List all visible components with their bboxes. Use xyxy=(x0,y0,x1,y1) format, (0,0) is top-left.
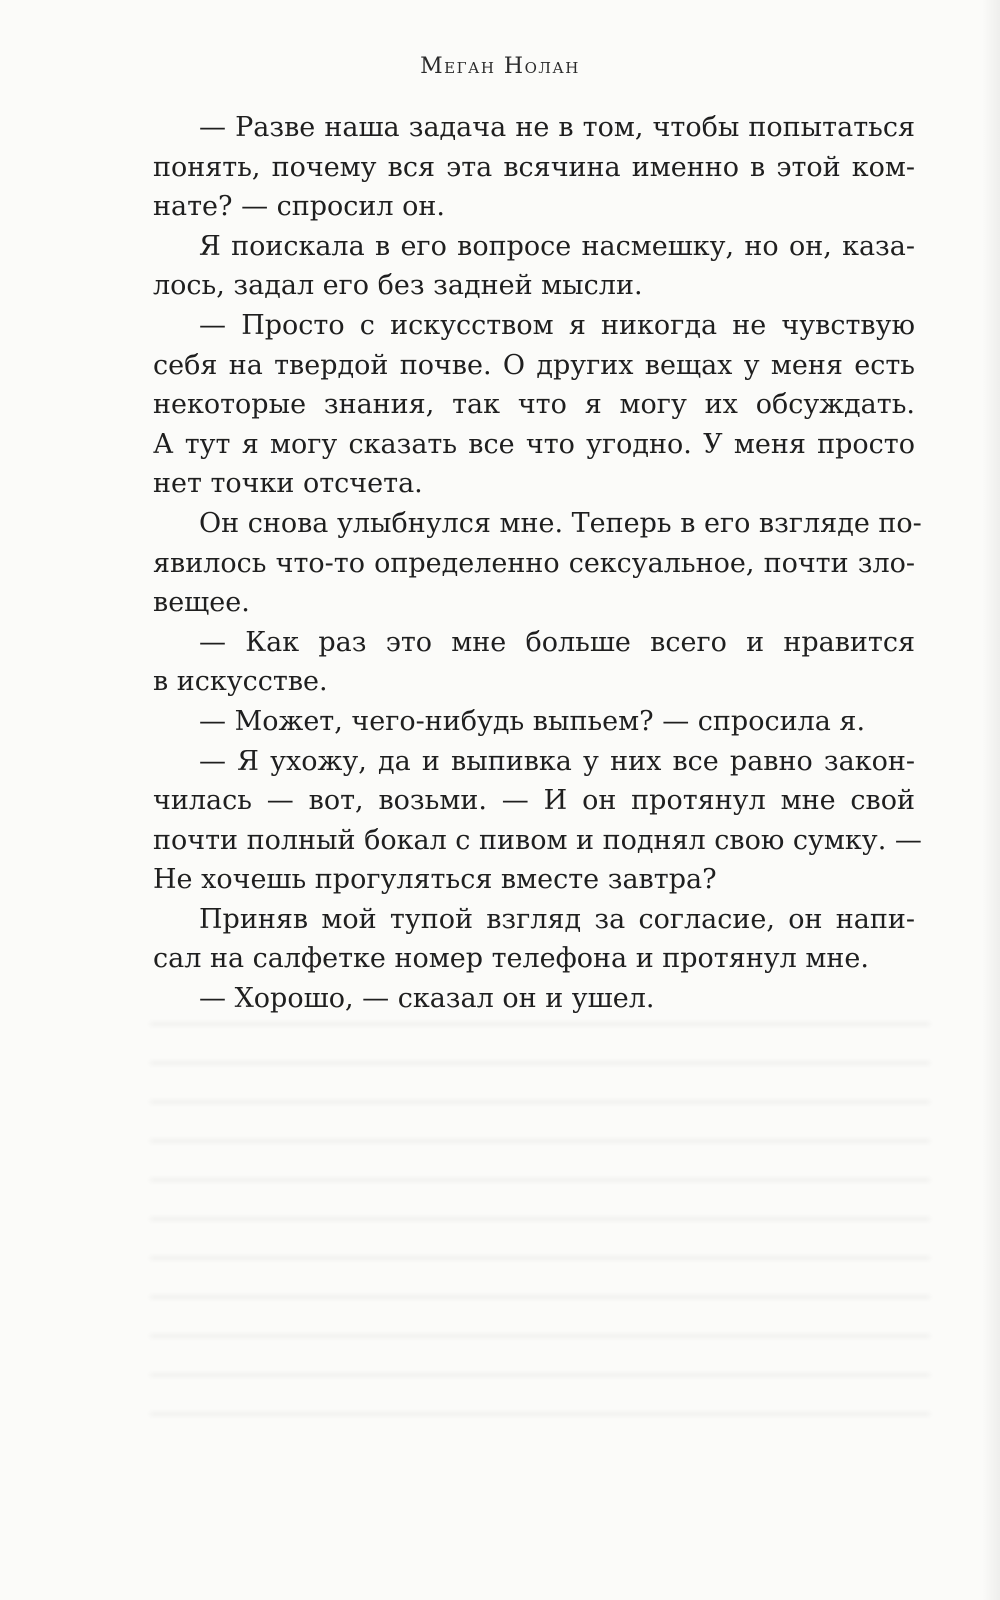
bleed-through-shadow xyxy=(150,1000,930,1420)
text-line: себя на твердой почве. О других вещах у меня есть xyxy=(153,349,915,381)
text-line: — Я ухожу, да и выпивка у них все равно закон- xyxy=(199,745,915,777)
text-line: Я поискала в его вопросе насмешку, но он, каза- xyxy=(199,230,915,262)
text-line: — Хорошо, — сказал он и ушел. xyxy=(199,983,655,1015)
text-line: вещее. xyxy=(153,587,250,619)
text-line: — Разве наша задача не в том, чтобы попытаться xyxy=(199,112,915,143)
text-line: нет точки отсчета. xyxy=(153,468,423,500)
text-line: чилась — вот, возьми. — И он протянул мне свой xyxy=(153,785,915,817)
text-line: почти полный бокал с пивом и поднял свою сумку. — xyxy=(153,824,922,856)
text-line: Приняв мой тупой взгляд за согласие, он напи- xyxy=(199,903,915,935)
text-line: — Может, чего-нибудь выпьем? — спросила я. xyxy=(199,705,866,737)
text-line: Он снова улыбнулся мне. Теперь в его взгляде по- xyxy=(199,507,922,539)
running-head: Меган Нолан xyxy=(420,54,580,79)
text-line: явилось что-то определенно сексуальное, почти зло- xyxy=(153,547,915,579)
text-line: в искусстве. xyxy=(153,666,328,698)
body-text xyxy=(153,108,922,1019)
text-line: А тут я могу сказать все что угодно. У меня просто xyxy=(153,428,915,460)
text-line: лось, задал его без задней мысли. xyxy=(153,270,643,302)
text-line: — Как раз это мне больше всего и нравится xyxy=(199,626,915,658)
text-line: сал на салфетке номер телефона и протянул мне. xyxy=(153,943,869,975)
text-line: некоторые знания, так что я могу их обсуждать. xyxy=(153,389,915,421)
page-edge-shadow xyxy=(982,0,1000,1600)
text-line: понять, почему вся эта всячина именно в этой ком- xyxy=(153,151,915,183)
text-line: нате? — спросил он. xyxy=(153,191,445,223)
text-line: Не хочешь прогуляться вместе завтра? xyxy=(153,864,717,896)
text-line: — Просто с искусством я никогда не чувствую xyxy=(199,309,915,341)
